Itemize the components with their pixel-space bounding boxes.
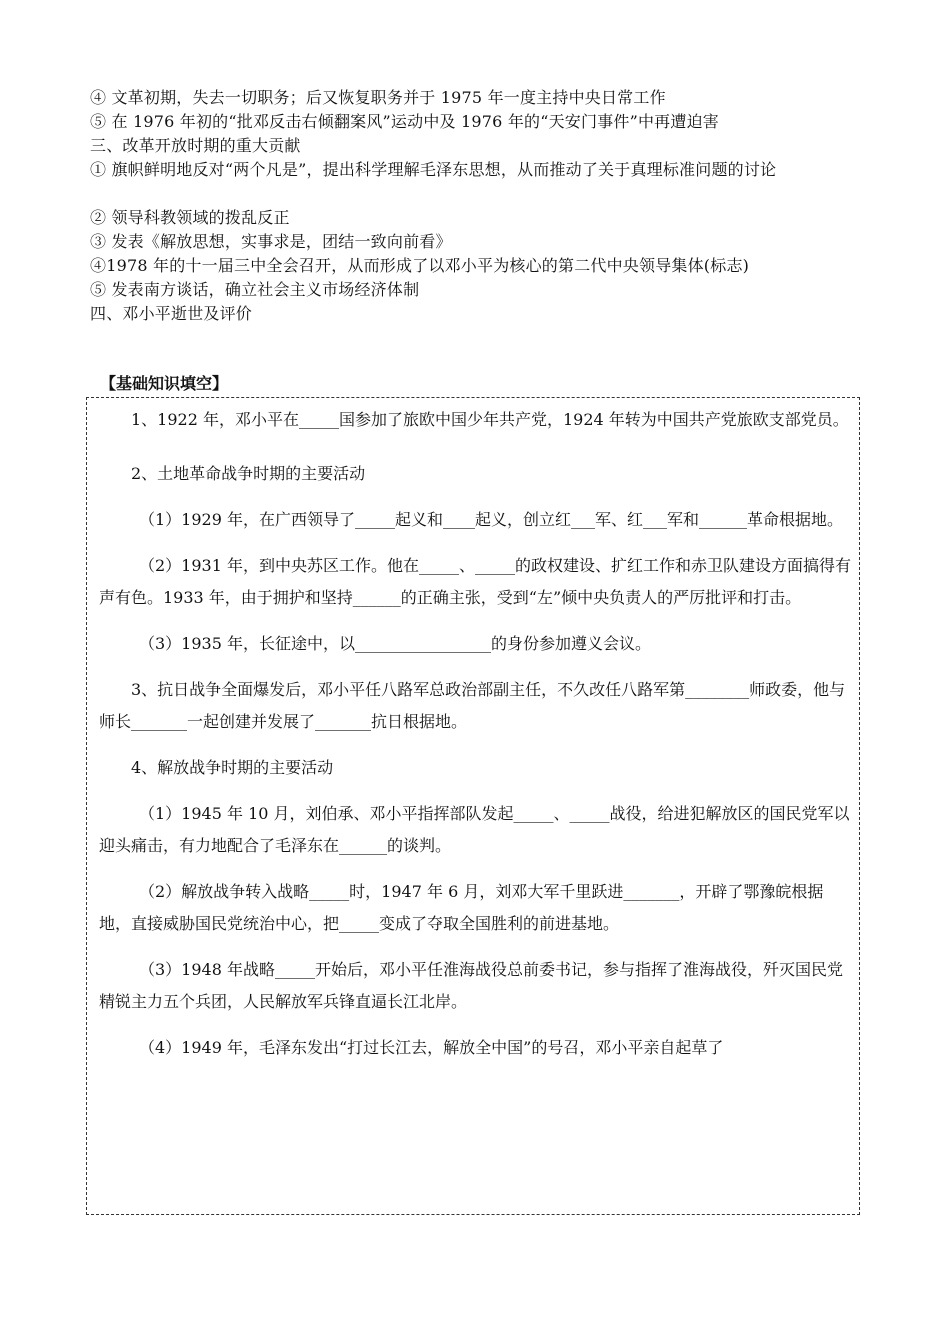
fill-in-content: [99, 398, 851, 1064]
section-heading: 【基础知识填空】: [100, 374, 229, 393]
question-paragraph: 3、抗日战争全面爆发后，邓小平任八路军总政治部副主任，不久改任八路军第________师政委，他与师长_______一起创建并发展了_______抗日根据地。: [99, 680, 846, 731]
outline-line: ② 领导科教领域的拨乱反正: [90, 208, 290, 227]
question-paragraph: （3）1948 年战略_____开始后，邓小平任淮海战役总前委书记，参与指挥了淮海战役，歼灭国民党精锐主力五个兵团，人民解放军兵锋直逼长江北岸。: [99, 960, 843, 1011]
outline-lines: [90, 86, 870, 326]
question-paragraph: （1）1945 年 10 月，刘伯承、邓小平指挥部队发起_____、_____战役，给进犯解放区的国民党军以迎头痛击，有力地配合了毛泽东在______的谈判。: [99, 804, 850, 855]
outline-line: ① 旗帜鲜明地反对“两个凡是”，提出科学理解毛泽东思想，从而推动了关于真理标准问题的讨论: [90, 160, 777, 179]
question-paragraph: 1、1922 年，邓小平在_____国参加了旅欧中国少年共产党，1924 年转为中国共产党旅欧支部党员。: [131, 410, 849, 429]
question-paragraph: （2）解放战争转入战略_____时，1947 年 6 月，刘邓大军千里跃进_______，开辟了鄂豫皖根据地，直接威胁国民党统治中心，把_____变成了夺取全国胜利的前进基地。: [99, 882, 824, 933]
question-paragraph: （2）1931 年，到中央苏区工作。他在_____、_____的政权建设、扩红工作和赤卫队建设方面搞得有声有色。1933 年，由于拥护和坚持______的正确主张，受到“左”倾中央负责人的严厉批评和打击。: [99, 556, 851, 607]
question-paragraph: 4、解放战争时期的主要活动: [131, 758, 334, 777]
outline-line: ⑤ 发表南方谈话，确立社会主义市场经济体制: [90, 280, 420, 299]
outline-heading: 四、邓小平逝世及评价: [90, 304, 253, 323]
question-paragraph: （3）1935 年，长征途中，以_________________的身份参加遵义会议。: [139, 634, 651, 653]
fill-in-box: [86, 397, 860, 1215]
outline-line: ③ 发表《解放思想，实事求是，团结一致向前看》: [90, 232, 452, 251]
question-paragraph: 2、土地革命战争时期的主要活动: [131, 464, 366, 483]
outline-heading: 三、改革开放时期的重大贡献: [90, 136, 301, 155]
question-paragraph: （4）1949 年，毛泽东发出“打过长江去，解放全中国”的号召，邓小平亲自起草了: [139, 1038, 724, 1057]
outline-line: ④1978 年的十一届三中全会召开，从而形成了以邓小平为核心的第二代中央领导集体(标志): [90, 256, 750, 275]
question-paragraph: （1）1929 年，在广西领导了_____起义和____起义，创立红___军、红___军和______革命根据地。: [139, 510, 843, 529]
outline-line: ④ 文革初期，失去一切职务；后又恢复职务并于 1975 年一度主持中央日常工作: [90, 88, 666, 107]
outline-line: ⑤ 在 1976 年初的“批邓反击右倾翻案风”运动中及 1976 年的“天安门事件”中再遭迫害: [90, 112, 719, 131]
